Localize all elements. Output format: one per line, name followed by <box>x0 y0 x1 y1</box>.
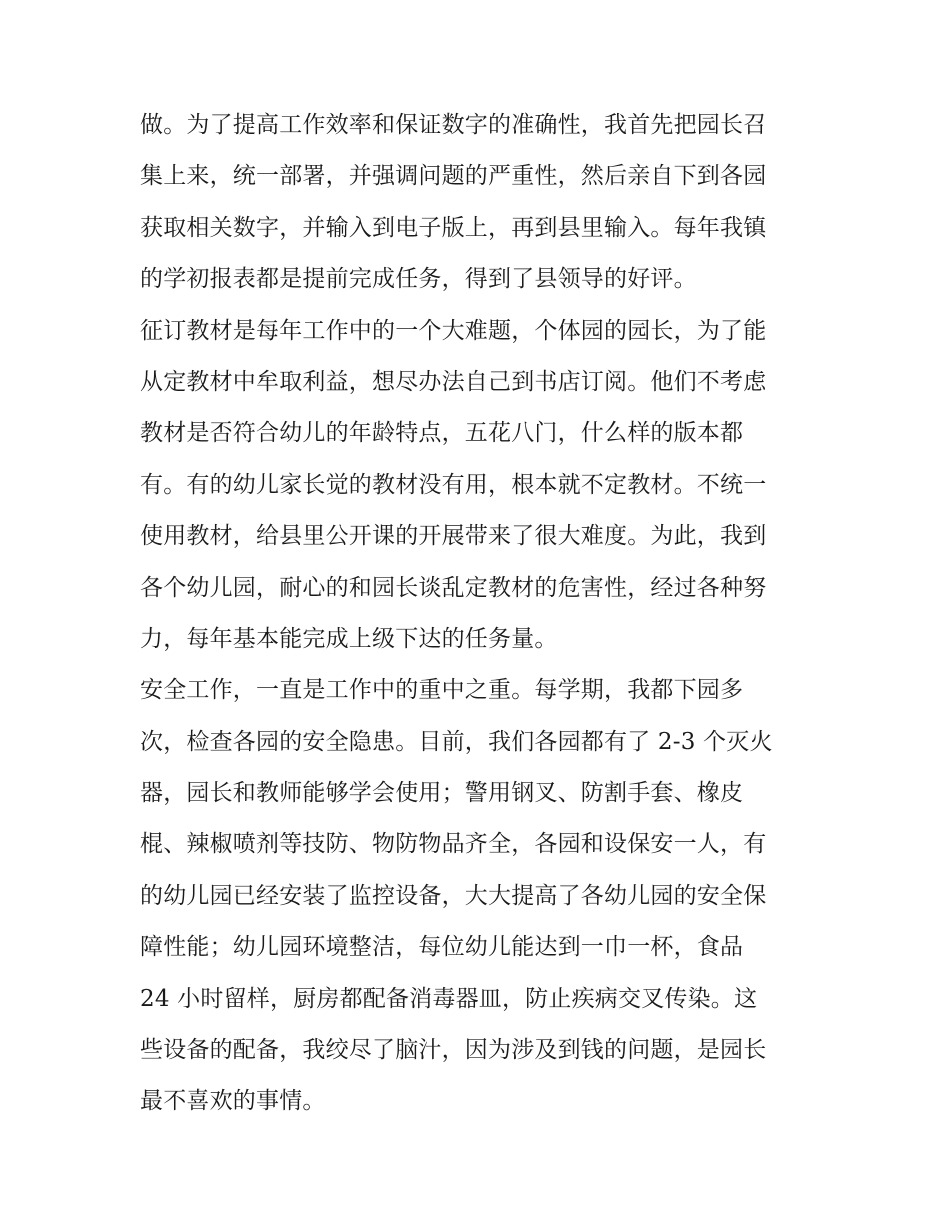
text-line: 做。为了提高工作效率和保证数字的准确性，我首先把园长召 <box>140 112 767 138</box>
text-line: 最不喜欢的事情。 <box>140 1088 326 1115</box>
text-line: 集上来，统一部署，并强调问题的严重性，然后亲自下到各园 <box>140 163 767 190</box>
text-line: 些设备的配备，我绞尽了脑汁，因为涉及到钱的问题，是园长 <box>140 1037 767 1064</box>
text-line: 障性能；幼儿园环境整洁，每位幼儿能达到一巾一杯，食品 <box>140 934 744 961</box>
text-line: 器，园长和教师能够学会使用；警用钢叉、防割手套、橡皮 <box>140 780 744 807</box>
text-line: 的幼儿园已经安装了监控设备，大大提高了各幼儿园的安全保 <box>140 882 767 909</box>
text-line: 获取相关数字，并输入到电子版上，再到县里输入。每年我镇 <box>140 214 767 241</box>
text-line: 力，每年基本能完成上级下达的任务量。 <box>140 625 558 652</box>
text-line: 的学初报表都是提前完成任务，得到了县领导的好评。 <box>140 266 697 293</box>
document-page <box>140 100 820 1128</box>
text-line: 从定教材中牟取利益，想尽办法自己到书店订阅。他们不考虑 <box>140 368 767 395</box>
text-line: 棍、辣椒喷剂等技防、物防物品齐全，各园和设保安一人，有 <box>140 831 767 858</box>
text-line: 教材是否符合幼儿的年龄特点，五花八门，什么样的版本都 <box>140 420 744 447</box>
text-line: 24 小时留样，厨房都配备消毒器皿，防止疾病交叉传染。这 <box>140 985 758 1012</box>
text-line: 有。有的幼儿家长觉的教材没有用，根本就不定教材。不统一 <box>140 471 767 498</box>
text-line: 各个幼儿园，耐心的和园长谈乱定教材的危害性，经过各种努 <box>140 574 767 601</box>
text-line: 征订教材是每年工作中的一个大难题，个体园的园长，为了能 <box>140 317 767 344</box>
text-line: 次，检查各园的安全隐患。目前，我们各园都有了 2-3 个灭火 <box>140 728 773 755</box>
text-line: 使用教材，给县里公开课的开展带来了很大难度。为此，我到 <box>140 523 767 550</box>
text-line: 安全工作，一直是工作中的重中之重。每学期，我都下园多 <box>140 677 744 704</box>
